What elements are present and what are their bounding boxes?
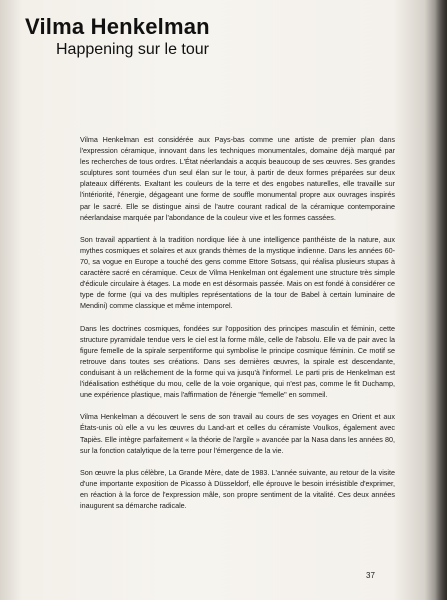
- page-title: Vilma Henkelman: [25, 14, 210, 39]
- article-body: [80, 134, 395, 522]
- page-number: 37: [366, 571, 375, 580]
- paragraph-3: Dans les doctrines cosmiques, fondées sur l'opposition des principes masculin et féminin, cette structure pyramidale tendue vers le ciel est la forme mâle, celle de l'absolu. Elle va de pair avec la figure femelle de la spirale serpentiforme qui symbolise le principe cosmique féminin. Ce motif se retrouve dans toutes ses créations. Dans ses dernières œuvres, la spirale est descendante, conduisant à un relâchement de la forme qui va jusqu'à l'informel. Le parti pris de Henkelman est l'idéalisation esthétique du mou, celle de la voie organique, qui n'est pas, comme le fit Duchamp, une expérience plastique, mais l'affirmation de l'énergie "femelle" en sommeil.: [80, 323, 395, 400]
- page-subtitle: Happening sur le tour: [56, 41, 209, 58]
- paragraph-1: Vilma Henkelman est considérée aux Pays-bas comme une artiste de premier plan dans l'expression céramique, innovant dans les techniques monumentales, domaine déjà marqué par les recherches de tous ordres. L'État néerlandais a acquis beaucoup de ses œuvres. Ses grandes sculptures sont tournées d'un seul élan sur le tour, à partir de deux formes préparées sur deux plateaux différents. Exaltant les couleurs de la terre et des engobes naturelles, elle travaille sur l'intériorité, l'énergie, dégageant une forme de souffle monumental propre aux ouvrages inspirés par le sacré. Elle se distingue ainsi de l'autre courant radical de la céramique contemporaine néerlandaise marquée par l'abondance de la couleur vive et les formes cassées.: [80, 135, 395, 222]
- paragraph-2: Son travail appartient à la tradition nordique liée à une intelligence panthéiste de la nature, aux mythes cosmiques et solaires et aux grands thèmes de la mystique indienne. Dans les années 60-70, sa vogue en Europe a touché des gens comme Ettore Sotsass, qui réalisa plusieurs stupas à caractère sacré en céramique. Ceux de Vilma Henkelman ont également une structure très simple d'édicule circulaire à étages. La mode en est désormais passée. Mais on est fondé à considérer ce type de forme (qui va des multiples représentations de la tour de Babel à certain luminaire de Mendini) comme classique et même intemporel.: [80, 234, 395, 311]
- paragraph-5: Son œuvre la plus célèbre, La Grande Mère, date de 1983. L'année suivante, au retour de la visite d'une importante exposition de Picasso à Düsseldorf, elle éprouve le besoin irrésistible d'exprimer, en réaction à la force de l'expression mâle, son propre sentiment de la vitalité. Ces deux années inaugurent sa démarche radicale.: [80, 467, 395, 511]
- binding-shadow: [435, 0, 447, 600]
- paragraph-4: Vilma Henkelman a découvert le sens de son travail au cours de ses voyages en Orient et aux États-unis où elle a vu les œuvres du Land-art et celles du céramiste Voulkos, également avec Tapiès. Elle intègre parfaitement « la théorie de l'argile » avancée par la Nasa dans les années 80, sur la fonction catalytique de la terre pour l'émergence de la vie.: [80, 412, 395, 455]
